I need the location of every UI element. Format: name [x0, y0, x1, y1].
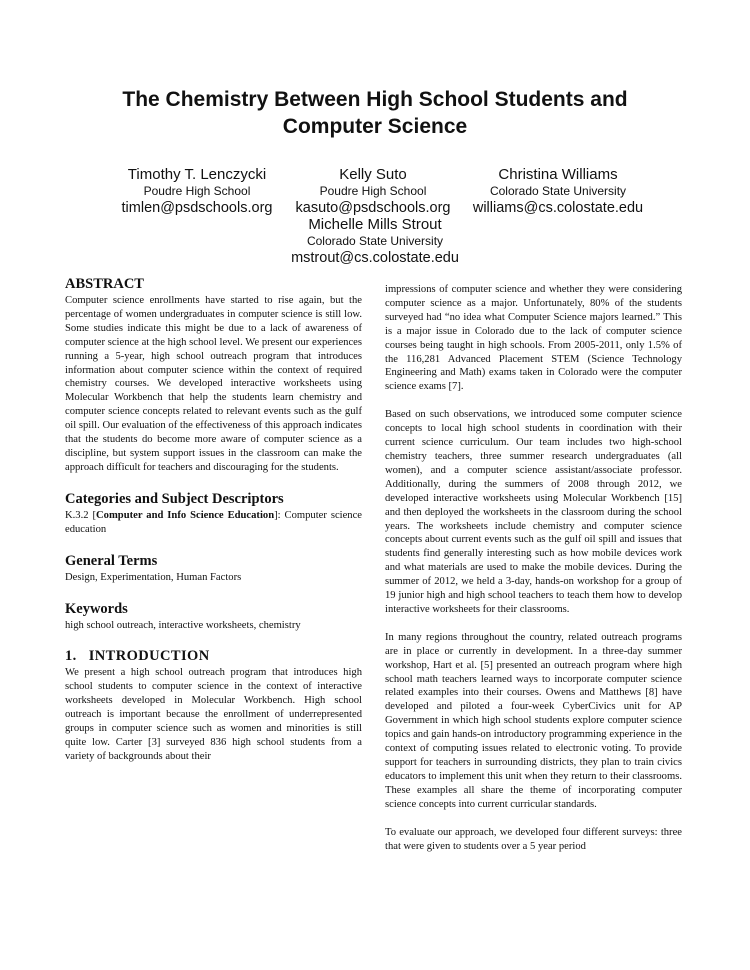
author-block-3	[453, 166, 663, 218]
author-name: Christina Williams	[498, 166, 618, 183]
author-affiliation: Poudre High School	[143, 184, 251, 198]
author-affiliation: Colorado State University	[306, 234, 444, 248]
abstract-text: Computer science enrollments have started to rise again, but the percentage of women undergraduates in computer science is still low. Some studies indicate this might be due to a lack of awareness of computer science at the high school level. We present our experiences running a 5-year, high school outreach program that introduces information about computer science within the context of required chemistry courses. We developed interactive worksheets using Molecular Workbench that help the students learn chemistry and computer science concepts related to relevant events such as the gulf oil spill. Our evaluation of the effectiveness of this approach indicates that the students do become more aware of computer science as a discipline, but system support issues in the classroom can make the approach difficult for teachers and discouraging for the students.	[65, 295, 362, 473]
introduction-heading: 1. INTRODUCTION	[65, 648, 210, 665]
author-email: kasuto@psdschools.org	[295, 200, 451, 216]
intro-right-paragraph-3: In many regions throughout the country, related outreach programs are in place or currently in development. In a three-day summer workshop, Hart et al. [5] presented an outreach program where high school math teachers learned ways to incorporate computer science related examples into their courses. Owens and Matthews [8] have developed and piloted a four-week CyberCivics unit for AP Government in which high school students explore computer science topics and gain hands-on introductory programming experience in the context of computing issues related to electronic voting. To provide support for teachers in surrounding districts, they plan to train civics educators to implement this unit when they return to their classrooms. These examples all share the theme of incorporating computer science concepts into current curricular standards.	[385, 631, 682, 810]
author-email: mstrout@cs.colostate.edu	[291, 250, 459, 266]
keywords-text: high school outreach, interactive worksheets, chemistry	[65, 619, 301, 631]
general-terms-text: Design, Experimentation, Human Factors	[65, 571, 242, 583]
categories-heading: Categories and Subject Descriptors	[65, 490, 284, 507]
keywords-heading: Keywords	[65, 600, 128, 617]
paper-title	[60, 86, 690, 140]
intro-right-paragraph-2: Based on such observations, we introduced some computer science concepts to local high school students in coordination with their current science curriculum. Our team includes two high-school chemistry teachers, three summer research undergraduates (all women), and a computer science assistant/associate professor. Additionally, during the summers of 2008 through 2012, we developed interactive worksheets using Molecular Workbench [15] and then deployed the worksheets in the classroom during the school years. The worksheets include chemistry and computer science concepts about current events such as the gulf oil spill and issues that students find generally interesting such as how mobile devices work and what materials are used to make the mobile devices. During the summer of 2012, we held a 3-day, hands-on workshop for a group of 19 junior high and high school teachers to teach them how to develop interactive worksheets for their classrooms.	[385, 409, 682, 615]
author-affiliation: Colorado State University	[489, 184, 627, 198]
right-column	[385, 283, 682, 853]
author-email: timlen@psdschools.org	[121, 200, 273, 216]
title-line-2: Computer Science	[282, 115, 468, 138]
author-name: Michelle Mills Strout	[308, 216, 442, 233]
intro-right-paragraph-1: impressions of computer science and whether they were considering computer science as a major. Unfortunately, 80% of the students surveyed had “no idea what Computer Science majors learned.” This is a major issue in Colorado due to the lack of computer science courses being taught in high schools. From 2005-2011, only 1.5% of the 116,281 Advanced Placement STEM (Science Technology Engineering and Math) exams taken in Colorado were the computer science exams [7].	[385, 284, 682, 393]
author-name: Kelly Suto	[339, 166, 407, 183]
intro-left-text: We present a high school outreach program that introduces high school students to computer science in the context of interactive worksheets developed in Molecular Workbench. High school outreach is important because the enrollment of underrepresented groups in computer science such as women and minorities is still quite low. Carter [3] surveyed 836 high school students from a variety of backgrounds about their	[65, 667, 362, 762]
author-email: williams@cs.colostate.edu	[472, 200, 644, 216]
intro-right-paragraph-4: To evaluate our approach, we developed four different surveys: three that were given to students over a 5 year period	[385, 826, 682, 852]
left-column	[65, 276, 362, 764]
categories-bold: Computer and Info Science Education	[96, 509, 275, 521]
author-block-4	[270, 216, 480, 268]
abstract-heading: ABSTRACT	[65, 276, 144, 292]
author-affiliation: Poudre High School	[319, 184, 427, 198]
author-block-2	[268, 166, 478, 218]
general-terms-heading: General Terms	[65, 552, 158, 569]
author-name: Timothy T. Lenczycki	[127, 166, 267, 183]
title-line-1: The Chemistry Between High School Students and	[122, 88, 628, 111]
categories-text: K.3.2 [Computer and Info Science Education]: Computer science education	[65, 509, 363, 535]
